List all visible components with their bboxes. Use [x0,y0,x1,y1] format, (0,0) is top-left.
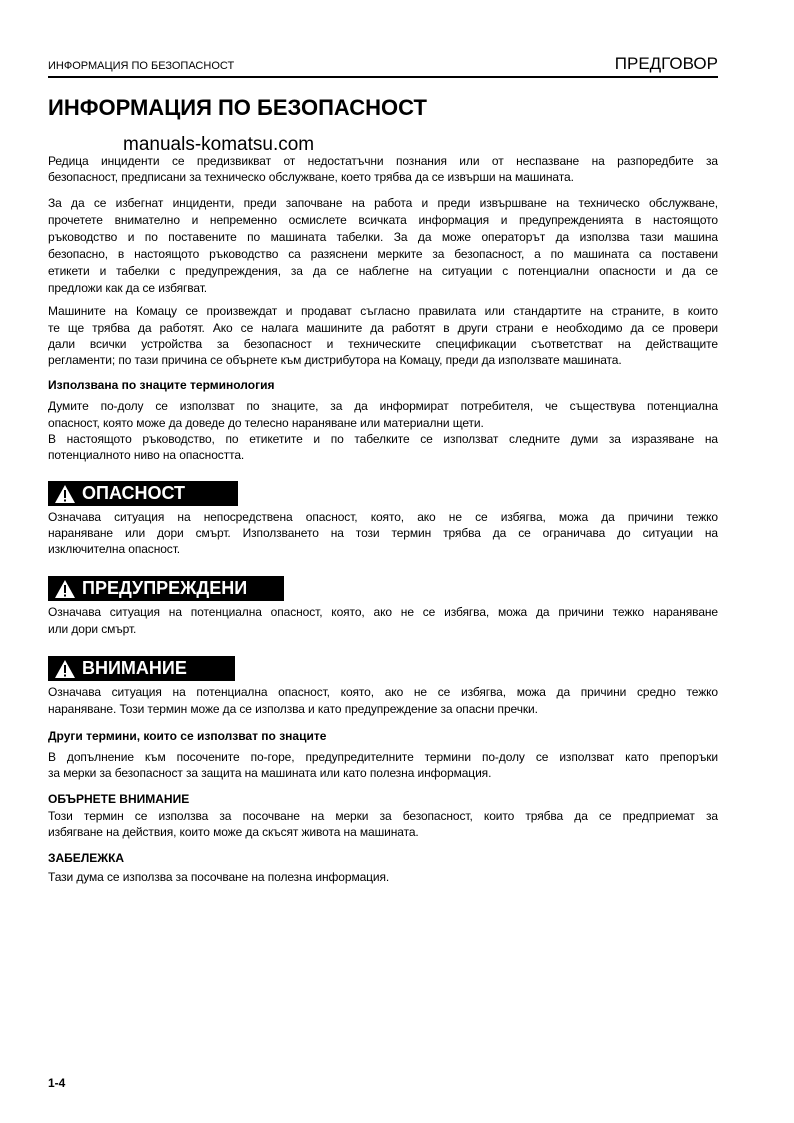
paragraph-line: Думите по-долу се използват по знаците, за да информират потребителя, че съществува потенциална [48,399,718,413]
paragraph-line: предложи как да се избягват. [48,281,208,295]
paragraph-line: Тази дума се използва за посочване на полезна информация. [48,870,390,884]
paragraph-line: В допълнение към посочените по-горе, предупредителните термини по-долу се използват като препоръки [48,750,718,764]
paragraph-line: избягване на действия, които може да скъсят живота на машината. [48,825,419,839]
warning-triangle-icon [54,484,76,504]
paragraph-line: безопасно, в настоящото ръководство са разяснени мерките за безопасност, а по машината са поставени [48,247,718,261]
paragraph-line: Означава ситуация на потенциална опасност, която, ако не се избягва, можа да причини тежко нараняване [48,605,718,619]
paragraph-line: те ще трябва да работят. Ако се налага машините да работят в други страни е необходимо да се провери [48,321,718,335]
paragraph-line: В настоящото ръководство, по етикетите и по табелките се използват следните думи за изразяване на [48,432,718,446]
caution-label-text: ВНИМАНИЕ [82,658,187,678]
paragraph-line: Машините на Комацу се произвеждат и продават съгласно правилата или стандартите на страните, в които [48,304,718,318]
paragraph-line: регламенти; по тази причина се обърнете към дистрибутора на Комацу, преди да използвате машината. [48,353,622,367]
danger-label-text: ОПАСНОСТ [82,483,186,503]
header-rule [48,76,718,78]
notice-heading: ОБЪРНЕТЕ ВНИМАНИЕ [48,792,190,806]
paragraph-line: Този термин се използва за посочване на мерки за безопасност, които трябва да се предприемат за [48,809,718,823]
paragraph-line: за мерки за безопасност за защита на машината или като полезна информация. [48,766,492,780]
warning-label [48,576,284,601]
paragraph-line: Означава ситуация на потенциална опасност, която, ако не се избягва, можа да причини средно тежко [48,685,718,699]
paragraph-line: потенциалното ниво на опасността. [48,448,245,462]
running-header-section: ИНФОРМАЦИЯ ПО БЕЗОПАСНОСТ [48,60,235,72]
running-header-chapter: ПРЕДГОВОР [614,54,718,73]
warning-triangle-icon [54,579,76,599]
warning-label-text: ПРЕДУПРЕЖДЕНИ [82,578,248,598]
paragraph-line: опасност, която може да доведе до телесно нараняване или материални щети. [48,416,484,430]
watermark: manuals-komatsu.com [123,134,315,155]
paragraph-line: етикети и табелки с предупреждения, за да се наблегне на ситуации с потенциални опасности и да се [48,264,718,278]
warning-triangle-icon [54,659,76,679]
paragraph-line: нараняване или дори смърт. Използването на този термин трябва да се ограничава до ситуации на [48,526,718,540]
page-title: ИНФОРМАЦИЯ ПО БЕЗОПАСНОСТ [48,95,427,120]
caution-label [48,656,235,681]
section-heading: Други термини, които се използват по знаците [48,729,327,743]
paragraph-line: За да се избегнат инциденти, преди започване на работа и преди извършване на техническо обслужване, [48,196,718,210]
note-heading: ЗАБЕЛЕЖКА [48,851,125,865]
paragraph-line: изключителна опасност. [48,542,181,556]
section-heading: Използвана по знаците терминология [48,378,275,392]
paragraph-line: Означава ситуация на непосредствена опасност, която, ако не се избягва, можа да причини тежко [48,510,718,524]
paragraph-line: дали всички устройства за безопасност и техническите спецификации съответстват на действащите [48,337,718,351]
paragraph-line: ръководство и по поставените по машината табелки. За да може операторът да използва тази машина [48,230,718,244]
paragraph-line: безопасност, предписани за техническо обслужване, което трябва да се извърши на машината. [48,170,574,184]
page-number: 1-4 [48,1076,66,1090]
paragraph-line: или дори смърт. [48,622,137,636]
danger-label [48,481,238,506]
paragraph-line: Редица инциденти се предизвикват от недостатъчни познания или от неспазване на разпоредбите за [48,154,718,168]
paragraph-line: прочетете внимателно и непременно осмислете всичката информация и предупрежденията в настоящото [48,213,718,227]
paragraph-line: нараняване. Този термин може да се използва и като предупреждение за опасни пречки. [48,702,538,716]
